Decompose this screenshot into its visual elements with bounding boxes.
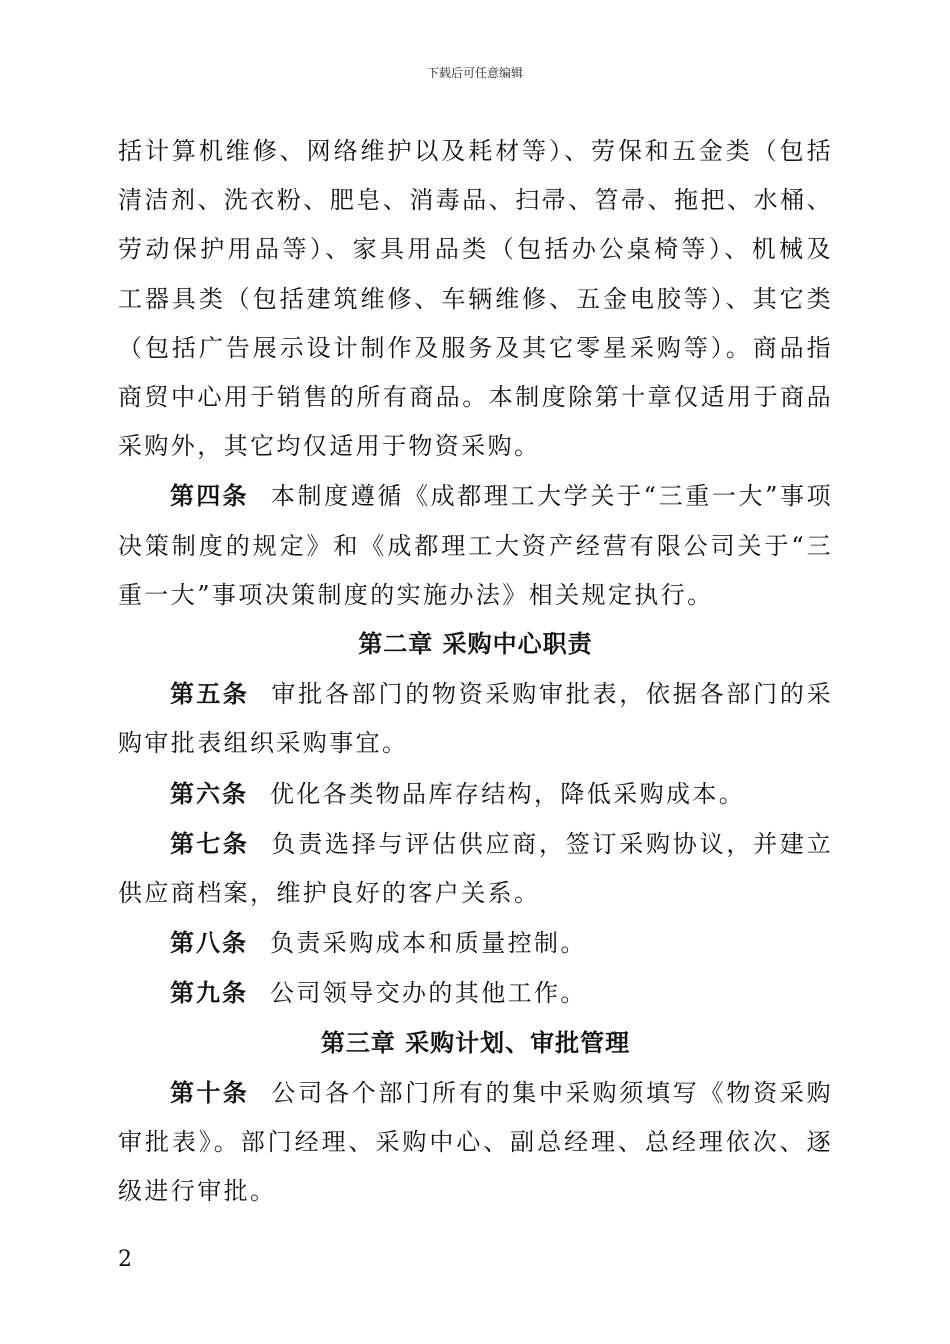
article-text: 优化各类物品库存结构，降低采购成本。 [270,779,746,808]
article-7 [118,819,833,918]
article-text: 负责采购成本和质量控制。 [270,929,587,958]
article-label: 第九条 [170,978,248,1008]
article-label: 第六条 [170,778,248,808]
article-text: 公司各个部门所有的集中采购须填写《物资采购审批表》。部门经理、采购中心、副总经理、总经理依次、逐级进行审批。 [118,1078,833,1206]
article-label: 第十条 [170,1077,250,1107]
paragraph-continuation: 括计算机维修、网络维护以及耗材等）、劳保和五金类（包括清洁剂、洗衣粉、肥皂、消毒品、扫帚、笤帚、拖把、水桶、劳动保护用品等）、家具用品类（包括办公桌椅等）、机械及工器具类（包括建筑维修、车辆维修、五金电胶等）、其它类（包括广告展示设计制作及服务及其它零星采购等）。商品指商贸中心用于销售的所有商品。本制度除第十章仅适用于商品采购外，其它均仅适用于物资采购。 [118,137,833,461]
chapter-heading-3: 第三章 采购计划、审批管理 [320,1028,631,1057]
article-10 [118,1068,833,1217]
article-label: 第八条 [170,928,248,958]
article-label: 第四条 [170,481,249,511]
article-4 [118,471,833,620]
article-5 [118,669,833,768]
article-8 [118,918,833,968]
article-text: 公司领导交办的其他工作。 [270,979,587,1008]
article-9 [118,968,833,1018]
article-text: 审批各部门的物资采购审批表，依据各部门的采购审批表组织采购事宜。 [118,680,833,758]
article-label: 第五条 [170,679,250,709]
article-text: 负责选择与评估供应商，签订采购协议，并建立供应商档案，维护良好的客户关系。 [118,829,833,908]
article-6 [118,769,833,819]
chapter-heading-2: 第二章 采购中心职责 [358,630,593,659]
document-body [118,127,833,1216]
article-text: 本制度遵循《成都理工大学关于“三重一大”事项决策制度的规定》和《成都理工大资产经营有限公司关于“三重一大”事项决策制度的实施办法》相关规定执行。 [118,482,834,609]
page-number: 2 [118,1247,132,1272]
page-header: 下载后可任意编辑 [426,66,523,80]
article-label: 第七条 [170,828,250,858]
